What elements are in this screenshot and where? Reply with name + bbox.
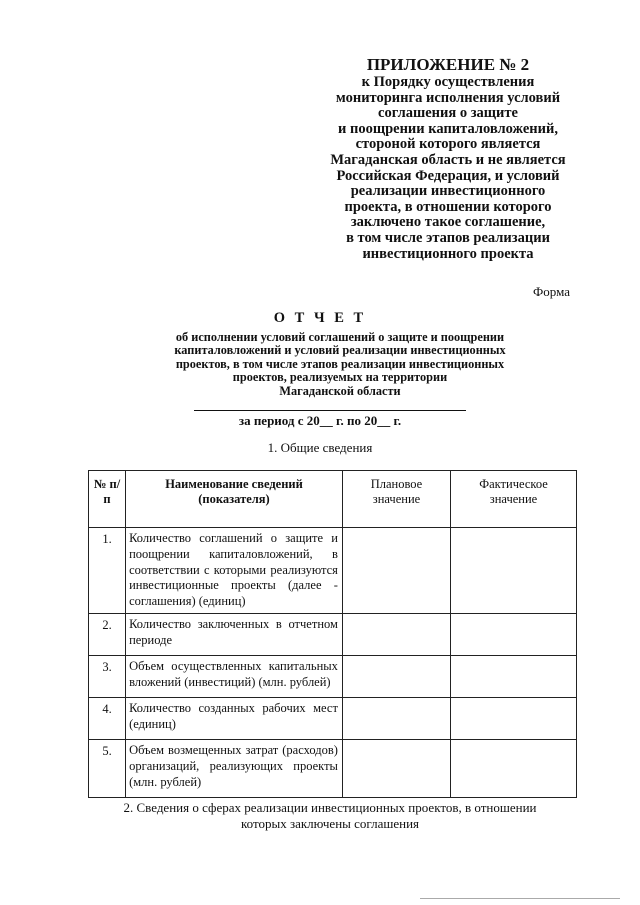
row-name: Количество соглашений о защите и поощрении капиталовложений, в соответствии с которыми реализуются инвестиционные проекты (далее - соглашения) (единиц): [126, 528, 343, 614]
appendix-line: стороной которого является: [355, 136, 541, 153]
report-subtitle: [140, 331, 540, 398]
report-subtitle-line: капиталовложений и условий реализации инвестиционных: [174, 343, 506, 358]
header-plan: Плановое значение: [342, 471, 450, 528]
row-plan-value: [342, 698, 450, 740]
row-name: Количество заключенных в отчетном периоде: [126, 614, 343, 656]
row-fact-value: [451, 614, 577, 656]
blank-fill-line: [194, 410, 466, 411]
row-num: 1.: [89, 528, 126, 614]
row-name: Количество созданных рабочих мест (единиц): [126, 698, 343, 740]
table-header-row: [89, 471, 577, 528]
appendix-line: инвестиционного проекта: [362, 245, 534, 262]
appendix-line: соглашения о защите: [378, 105, 518, 122]
appendix-line: и поощрении капиталовложений,: [338, 120, 558, 137]
report-title: О Т Ч Е Т: [273, 310, 367, 326]
row-fact-value: [451, 698, 577, 740]
appendix-line: Российская Федерация, и условий: [336, 167, 560, 184]
row-name: Объем возмещенных затрат (расходов) организаций, реализующих проекты (млн. рублей): [126, 740, 343, 798]
row-num: 3.: [89, 656, 126, 698]
appendix-line: реализации инвестиционного: [350, 183, 546, 200]
table-row: [89, 528, 577, 614]
row-plan-value: [342, 740, 450, 798]
row-num: 4.: [89, 698, 126, 740]
header-num: № п/п: [89, 471, 126, 528]
row-num: 2.: [89, 614, 126, 656]
appendix-title: ПРИЛОЖЕНИЕ № 2: [366, 55, 530, 74]
appendix-line: проекта, в отношении которого: [344, 198, 552, 215]
appendix-line: Магаданская область и не является: [330, 151, 566, 168]
row-plan-value: [342, 528, 450, 614]
table-row: [89, 698, 577, 740]
table-row: [89, 740, 577, 798]
table-row: [89, 614, 577, 656]
appendix-line: заключено такое соглашение,: [350, 214, 546, 231]
table-row: [89, 656, 577, 698]
row-plan-value: [342, 614, 450, 656]
form-label: Форма: [533, 284, 570, 299]
row-plan-value: [342, 656, 450, 698]
section-2-title: 2. Сведения о сферах реализации инвестиционных проектов, в отношении которых заключены соглашения: [123, 800, 537, 831]
row-fact-value: [451, 740, 577, 798]
header-fact: Фактическое значение: [451, 471, 577, 528]
report-subtitle-line: об исполнении условий соглашений о защите и поощрении: [175, 330, 505, 344]
appendix-line: к Порядку осуществления: [361, 74, 535, 90]
report-subtitle-line: проектов, реализуемых на территории: [232, 370, 448, 385]
row-name: Объем осуществленных капитальных вложений (инвестиций) (млн. рублей): [126, 656, 343, 698]
report-period: за период с 20__ г. по 20__ г.: [238, 413, 402, 428]
report-subtitle-line: проектов, в том числе этапов реализации инвестиционных: [175, 356, 505, 371]
general-info-table: [88, 470, 577, 798]
header-name: Наименование сведений (показателя): [126, 471, 343, 528]
row-num: 5.: [89, 740, 126, 798]
row-fact-value: [451, 656, 577, 698]
footer-rule: [420, 898, 620, 899]
section-1-title: 1. Общие сведения: [267, 440, 373, 455]
row-fact-value: [451, 528, 577, 614]
appendix-line: мониторинга исполнения условий: [335, 89, 561, 106]
report-subtitle-line: Магаданской области: [279, 383, 401, 398]
appendix-header: [318, 54, 578, 262]
appendix-line: в том числе этапов реализации: [346, 229, 550, 246]
